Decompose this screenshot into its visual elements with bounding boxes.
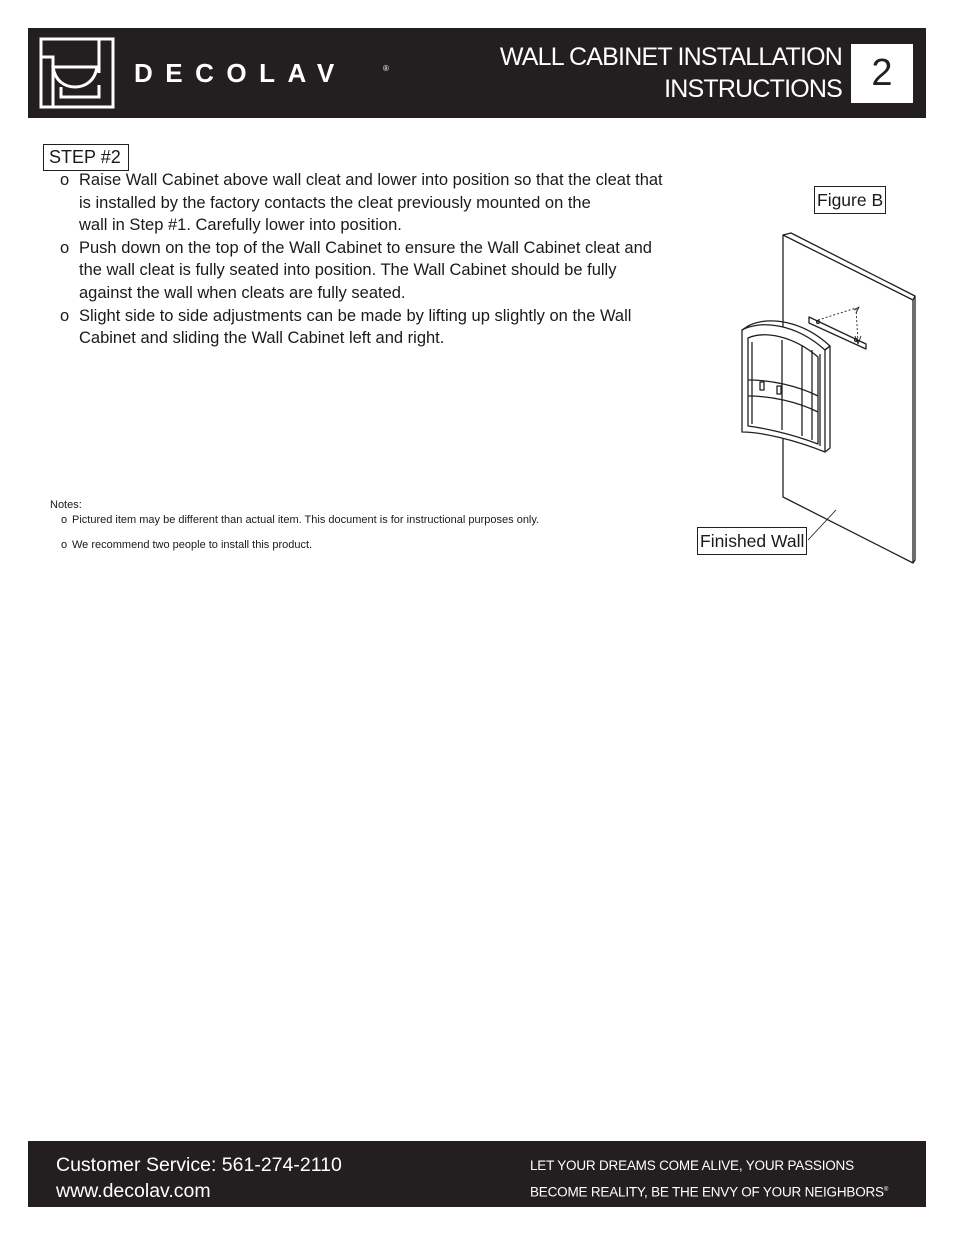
document-title-line-2: INSTRUCTIONS	[664, 75, 842, 103]
note-text: Pictured item may be different than actual item. This document is for instructional purposes only.	[72, 514, 540, 526]
instruction-line: against the wall when cleats are fully seated.	[79, 283, 406, 302]
wall-cabinet-shape	[742, 321, 830, 452]
instruction-line: Raise Wall Cabinet above wall cleat and lower into position so that the cleat that	[79, 171, 663, 189]
instruction-line: Slight side to side adjustments can be made by lifting up slightly on the Wall	[79, 306, 632, 325]
bullet-marker: o	[60, 171, 70, 189]
document-title	[500, 41, 842, 105]
tagline-registered-mark: ®	[883, 1187, 889, 1193]
figure-b-illustration	[700, 220, 940, 580]
finished-wall-callout: Finished Wall	[697, 527, 807, 555]
instruction-line: Push down on the top of the Wall Cabinet to ensure the Wall Cabinet cleat and	[79, 238, 652, 257]
instruction-line: Cabinet and sliding the Wall Cabinet left and right.	[79, 329, 445, 348]
note-text: We recommend two people to install this product.	[72, 539, 313, 551]
tagline-line-2	[530, 1178, 888, 1205]
bullet-marker: o	[61, 539, 68, 551]
step-label: STEP #2	[43, 144, 129, 171]
decolav-logo-icon	[39, 37, 115, 109]
tagline-line-1: LET YOUR DREAMS COME ALIVE, YOUR PASSIONS	[530, 1158, 854, 1173]
brand-registered-mark: ®	[383, 64, 389, 73]
page-footer	[28, 1141, 926, 1207]
figure-label: Figure B	[814, 186, 886, 214]
note-item	[50, 513, 539, 527]
page-number-badge: 2	[851, 44, 913, 103]
document-title-line-1: WALL CABINET INSTALLATION	[499, 43, 842, 71]
bullet-marker: o	[61, 514, 68, 526]
customer-service-phone: Customer Service: 561-274-2110	[56, 1154, 342, 1176]
note-item	[50, 538, 539, 552]
instruction-line: the wall cleat is fully seated into position. The Wall Cabinet should be fully	[79, 261, 617, 280]
page-header	[28, 28, 926, 118]
contact-info	[56, 1152, 342, 1204]
notes-heading: Notes:	[50, 499, 82, 511]
brand-name: DECOLAV	[134, 58, 347, 88]
instruction-item	[58, 305, 708, 350]
instruction-line: wall in Step #1. Carefully lower into position.	[79, 216, 402, 235]
notes-section	[50, 498, 539, 552]
bullet-marker: o	[60, 306, 70, 325]
brand-tagline	[530, 1153, 888, 1205]
step-instructions	[58, 169, 708, 350]
instruction-line: is installed by the factory contacts the cleat previously mounted on the	[79, 193, 591, 212]
website-link[interactable]: www.decolav.com	[56, 1180, 211, 1202]
instruction-item	[58, 169, 708, 237]
tagline-line-2-text: BECOME REALITY, BE THE ENVY OF YOUR NEIGHBORS	[530, 1184, 884, 1200]
callout-leader-line	[808, 510, 836, 540]
bullet-marker: o	[60, 238, 70, 257]
instruction-item	[58, 237, 708, 305]
